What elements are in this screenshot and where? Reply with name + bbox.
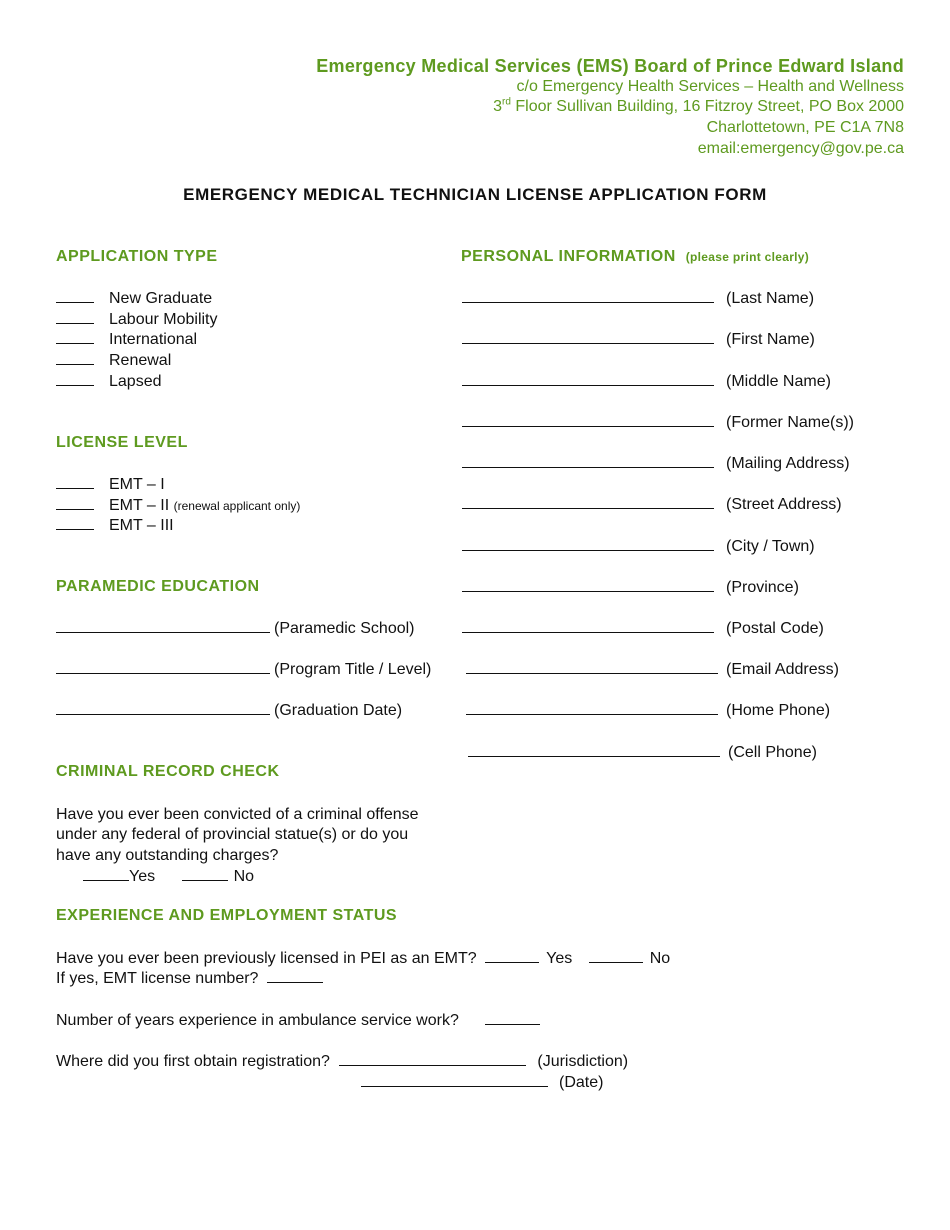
blank-line[interactable] <box>56 701 270 715</box>
blank-line[interactable] <box>56 660 270 674</box>
license-number-blank[interactable] <box>267 969 323 983</box>
blank-line[interactable] <box>468 743 720 757</box>
licensed-no-label: No <box>649 950 671 967</box>
contact-email: email:emergency@gov.pe.ca <box>697 139 904 157</box>
criminal-question-line-3: have any outstanding charges? <box>56 847 279 864</box>
blank-line[interactable] <box>56 372 94 386</box>
cell-phone-field[interactable]: (Cell Phone) <box>468 743 817 763</box>
experience-heading: EXPERIENCE AND EMPLOYMENT STATUS <box>56 907 398 924</box>
blank-line[interactable] <box>462 537 714 551</box>
print-clearly-hint: (please print clearly) <box>685 250 810 264</box>
postal-code-field[interactable]: (Postal Code) <box>462 619 824 639</box>
years-experience-blank[interactable] <box>485 1011 540 1025</box>
criminal-yes-label: Yes <box>129 868 156 885</box>
blank-line[interactable] <box>56 619 270 633</box>
app-type-international[interactable]: International <box>56 330 197 350</box>
jurisdiction-blank[interactable] <box>339 1052 526 1066</box>
blank-line[interactable] <box>462 330 714 344</box>
renewal-note: (renewal applicant only) <box>173 499 301 513</box>
mailing-address-field[interactable]: (Mailing Address) <box>462 454 850 474</box>
blank-line[interactable] <box>462 289 714 303</box>
licensed-yes-label: Yes <box>546 950 573 967</box>
blank-line[interactable] <box>56 330 94 344</box>
license-number-row <box>56 969 323 989</box>
app-type-lapsed[interactable]: Lapsed <box>56 372 162 392</box>
blank-line[interactable] <box>56 289 94 303</box>
blank-line[interactable] <box>466 660 718 674</box>
blank-line[interactable] <box>462 619 714 633</box>
city-postal: Charlottetown, PE C1A 7N8 <box>706 119 904 137</box>
blank-line[interactable] <box>462 454 714 468</box>
criminal-question-line-2: under any federal of provincial statue(s) or do you <box>56 826 409 843</box>
paramedic-school-field[interactable]: (Paramedic School) <box>56 619 415 639</box>
app-type-renewal[interactable]: Renewal <box>56 351 171 371</box>
form-title: EMERGENCY MEDICAL TECHNICIAN LICENSE APPLICATION FORM <box>183 185 767 204</box>
program-title-field[interactable]: (Program Title / Level) <box>56 660 431 680</box>
years-experience-row <box>56 1011 540 1031</box>
registration-date-label: (Date) <box>559 1074 604 1091</box>
app-type-new-graduate[interactable]: New Graduate <box>56 289 212 309</box>
paramedic-education-heading: PARAMEDIC EDUCATION <box>56 578 260 595</box>
license-level-heading: LICENSE LEVEL <box>56 434 188 451</box>
criminal-yes-blank[interactable] <box>83 867 129 881</box>
blank-line[interactable] <box>466 701 718 715</box>
graduation-date-field[interactable]: (Graduation Date) <box>56 701 402 721</box>
licensed-no-blank[interactable] <box>589 949 643 963</box>
registration-date-blank[interactable] <box>361 1073 548 1087</box>
blank-line[interactable] <box>56 516 94 530</box>
license-emt-3[interactable]: EMT – III <box>56 516 174 536</box>
street-address-field[interactable]: (Street Address) <box>462 495 842 515</box>
last-name-field[interactable]: (Last Name) <box>462 289 814 309</box>
personal-info-heading-row <box>461 248 809 266</box>
criminal-no-blank[interactable] <box>182 867 228 881</box>
blank-line[interactable] <box>462 578 714 592</box>
registration-jurisdiction-row <box>56 1052 628 1072</box>
previously-licensed-question: Have you ever been previously licensed in PEI as an EMT? <box>56 950 477 967</box>
registration-date-row <box>361 1073 603 1093</box>
blank-line[interactable] <box>56 310 94 324</box>
criminal-answer-row <box>83 867 254 887</box>
license-number-question: If yes, EMT license number? <box>56 970 259 987</box>
street-address: 3rd Floor Sullivan Building, 16 Fitzroy Street, PO Box 2000 <box>493 97 904 116</box>
previously-licensed-row <box>56 949 670 969</box>
criminal-question-line-1: Have you ever been convicted of a criminal offense <box>56 806 419 823</box>
license-emt-1[interactable]: EMT – I <box>56 475 165 495</box>
blank-line[interactable] <box>56 475 94 489</box>
jurisdiction-label: (Jurisdiction) <box>537 1053 629 1070</box>
years-experience-question: Number of years experience in ambulance service work? <box>56 1012 459 1029</box>
middle-name-field[interactable]: (Middle Name) <box>462 372 831 392</box>
criminal-record-heading: CRIMINAL RECORD CHECK <box>56 763 280 780</box>
province-field[interactable]: (Province) <box>462 578 799 598</box>
blank-line[interactable] <box>462 413 714 427</box>
first-name-field[interactable]: (First Name) <box>462 330 815 350</box>
blank-line[interactable] <box>56 351 94 365</box>
license-emt-2[interactable]: EMT – II (renewal applicant only) <box>56 496 300 516</box>
application-type-heading: APPLICATION TYPE <box>56 248 218 265</box>
blank-line[interactable] <box>462 495 714 509</box>
city-town-field[interactable]: (City / Town) <box>462 537 815 557</box>
former-names-field[interactable]: (Former Name(s)) <box>462 413 854 433</box>
care-of: c/o Emergency Health Services – Health and Wellness <box>516 77 904 95</box>
blank-line[interactable] <box>462 372 714 386</box>
licensed-yes-blank[interactable] <box>485 949 539 963</box>
header-block <box>316 56 904 160</box>
blank-line[interactable] <box>56 496 94 510</box>
org-name: Emergency Medical Services (EMS) Board of Prince Edward Island <box>316 56 904 76</box>
home-phone-field[interactable]: (Home Phone) <box>466 701 830 721</box>
registration-question: Where did you first obtain registration? <box>56 1053 330 1070</box>
email-address-field[interactable]: (Email Address) <box>466 660 839 680</box>
criminal-no-label: No <box>233 868 255 885</box>
app-type-labour-mobility[interactable]: Labour Mobility <box>56 310 218 330</box>
personal-info-heading: PERSONAL INFORMATION <box>461 248 676 265</box>
